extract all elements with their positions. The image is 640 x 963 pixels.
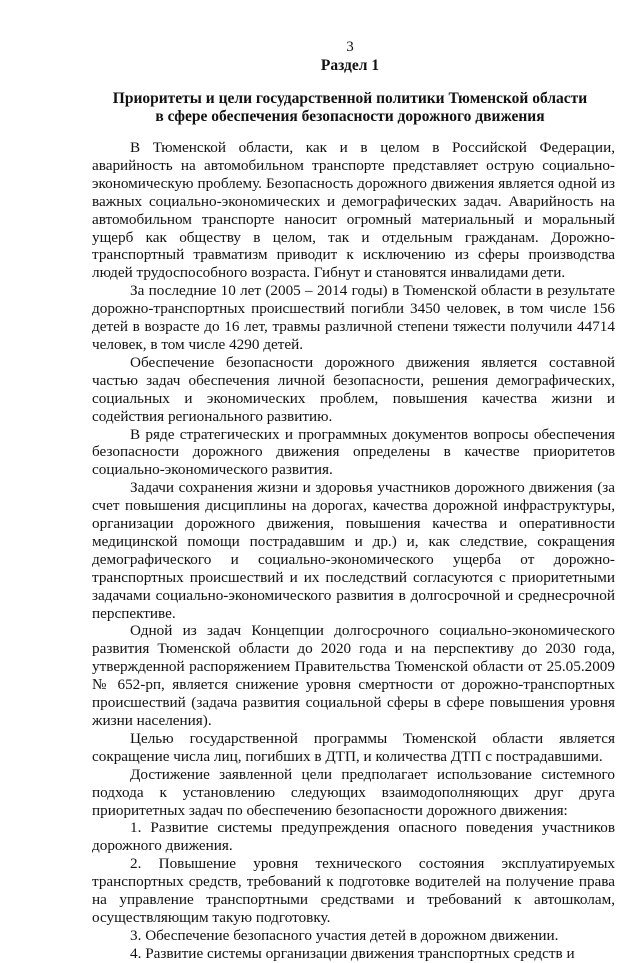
- paragraph: В ряде стратегических и программных документов вопросы обеспечения безопасности дорожного движения определены в качестве приоритетов социально-экономического развития.: [92, 425, 615, 479]
- paragraph: Одной из задач Концепции долгосрочного социально-экономического развития Тюменской области до 2020 года и на перспективу до 2030 года, утвержденной распоряжением Правительства Тюменской области от 25.05.2009 № 652-рп, является снижение уровня смертности от дорожно-транспортных происшествий (задача развития социальной сферы в сфере повышения уровня жизни населения).: [92, 622, 615, 729]
- list-item: 1. Развитие системы предупреждения опасного поведения участников дорожного движения.: [92, 819, 615, 855]
- section-heading: [95, 90, 605, 126]
- list-item: 3. Обеспечение безопасного участия детей в дорожном движении.: [130, 926, 559, 944]
- heading-line-2: в сфере обеспечения безопасности дорожного движения: [155, 108, 545, 125]
- paragraph: Целью государственной программы Тюменской области является сокращение числа лиц, погибших в ДТП, и количества ДТП с пострадавшими.: [92, 729, 615, 765]
- paragraph: Достижение заявленной цели предполагает использование системного подхода к установлению следующих взаимодополняющих друг друга приоритетных задач по обеспечению безопасности дорожного движения:: [92, 765, 615, 819]
- list-item: 4. Развитие системы организации движения транспортных средств и: [130, 944, 575, 962]
- page-number: 3: [346, 39, 354, 55]
- paragraph: Обеспечение безопасности дорожного движения является составной частью задач обеспечения личной безопасности, решения демографических, социальных и экономических проблем, повышения качества жизни и содействия регионального развитию.: [92, 353, 615, 425]
- section-label: Раздел 1: [320, 57, 380, 74]
- heading-line-1: Приоритеты и цели государственной политики Тюменской области: [112, 90, 588, 107]
- paragraph: Задачи сохранения жизни и здоровья участников дорожного движения (за счет повышения дисциплины на дорогах, качества дорожной инфраструктуры, организации дорожного движения, повышения качества и оперативности медицинской помощи пострадавшим и др.) и, как следствие, сокращения демографического и социально-экономического ущерба от дорожно-транспортных происшествий и их последствий согласуются с приоритетными задачами социально-экономического развития в долгосрочной и среднесрочной перспективе.: [92, 479, 615, 622]
- paragraph: В Тюменской области, как и в целом в Российской Федерации, аварийность на автомобильном транспорте представляет острую социально-экономическую проблему. Безопасность дорожного движения является одной из важных социально-экономических и демографических задач. Аварийность на автомобильном транспорте наносит огромный материальный и моральный ущерб как обществу в целом, так и отдельным гражданам. Дорожно-транспортный травматизм приводит к исключению из сферы производства людей трудоспособного возраста. Гибнут и становятся инвалидами дети.: [92, 139, 615, 282]
- paragraph: За последние 10 лет (2005 – 2014 годы) в Тюменской области в результате дорожно-транспортных происшествий погибли 3450 человек, в том числе 156 детей в возрасте до 16 лет, травмы различной степени тяжести получили 44714 человек, в том числе 4290 детей.: [92, 282, 615, 353]
- list-item: 2. Повышение уровня технического состояния эксплуатируемых транспортных средств, требований к подготовке водителей на получение права на управление транспортными средствами и требований к автошколам, осуществляющим такую подготовку.: [92, 855, 615, 926]
- body-text: [92, 139, 615, 963]
